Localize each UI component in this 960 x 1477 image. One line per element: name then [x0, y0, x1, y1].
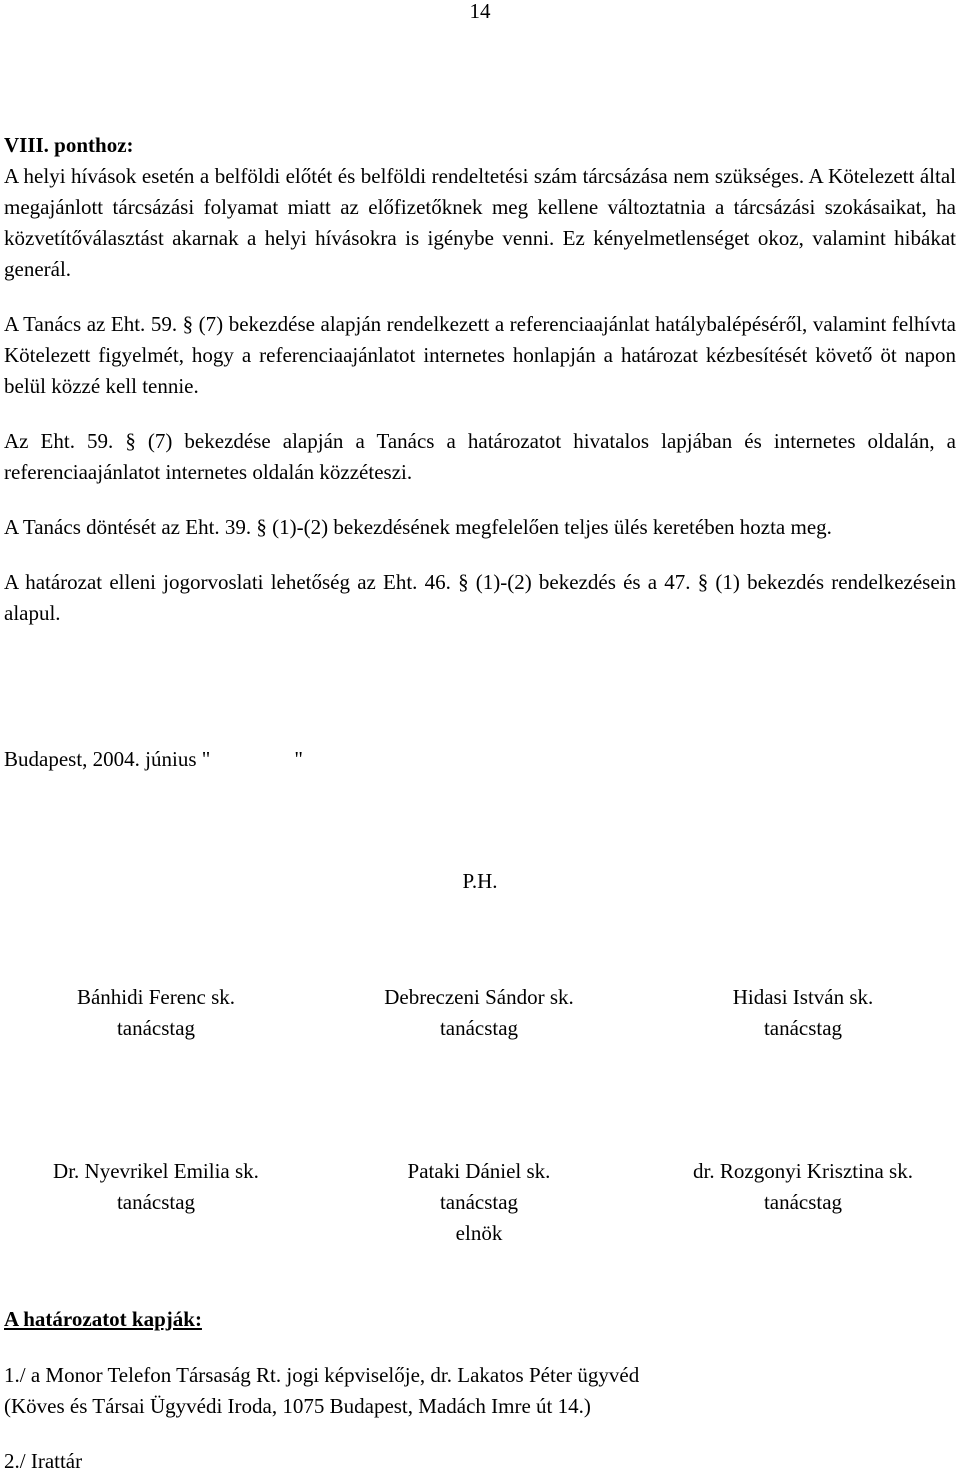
signatory-role: tanácstag — [439, 1016, 519, 1040]
signatory-role: tanácstag — [763, 1016, 843, 1040]
paragraph-reference-offer-effect: A Tanács az Eht. 59. § (7) bekezdése alapján rendelkezett a referenciaajánlat hatálybalépéséről, valamint felhívta Kötelezett figyelmét, hogy a referenciaajánlatot internetes honlapján a határozat kézbesítését követő öt napon belül közzé kell tennie. — [4, 312, 956, 398]
paragraph-dialing: A helyi hívások esetén a belföldi előtét és belföldi rendeltetési szám tárcsázása nem szükséges. A Kötelezett által megajánlott tárcsázási folyamat miatt az előfizetőknek meg kellene változtatnia a tárcsázási szokásaikat, ha közvetítőválasztást akarnak a helyi hívásokra is igénybe venni. Ez kényelmetlenséget okoz, valamint hibákat generál. — [4, 164, 956, 281]
signatory-name: Hidasi István sk. — [732, 985, 874, 1009]
main-content — [4, 130, 956, 629]
seal-placeholder: P.H. — [462, 869, 498, 893]
date-line — [4, 744, 303, 775]
signatory-block — [319, 982, 639, 1044]
recipient-item-1-line-2: (Köves és Társai Ügyvédi Iroda, 1075 Budapest, Madách Imre út 14.) — [4, 1394, 591, 1418]
paragraph-legal-remedy: A határozat elleni jogorvoslati lehetőség az Eht. 46. § (1)-(2) bekezdés és a 47. § (1) bekezdés rendelkezésein alapul. — [4, 570, 956, 625]
signatory-name: dr. Rozgonyi Krisztina sk. — [693, 1159, 913, 1183]
signatory-role: tanácstag — [116, 1190, 196, 1214]
section-heading: VIII. ponthoz: — [4, 133, 134, 157]
date-text: Budapest, 2004. június " — [4, 747, 211, 771]
recipients-list — [4, 1360, 956, 1477]
recipients-heading: A határozatot kapják: — [4, 1307, 202, 1331]
signatory-block — [643, 1156, 960, 1218]
signatory-block — [0, 982, 316, 1044]
recipient-item-1-line-1: 1./ a Monor Telefon Társaság Rt. jogi képviselője, dr. Lakatos Péter ügyvéd — [4, 1363, 640, 1387]
signatory-role: tanácstag — [116, 1016, 196, 1040]
signatory-role: tanácstag — [439, 1190, 519, 1214]
page-number: 14 — [469, 0, 491, 23]
signatory-name: Dr. Nyevrikel Emilia sk. — [53, 1159, 259, 1183]
signatory-block — [0, 1156, 316, 1218]
signatory-role: tanácstag — [763, 1190, 843, 1214]
signatory-name: Bánhidi Ferenc sk. — [76, 985, 236, 1009]
paragraph-publication: Az Eht. 59. § (7) bekezdése alapján a Tanács a határozatot hivatalos lapjában és internetes oldalán, a referenciaajánlatot internetes oldalán közzéteszi. — [4, 429, 956, 484]
signatory-role-secondary: elnök — [455, 1221, 503, 1245]
signatory-block — [319, 1156, 639, 1249]
signatory-name: Pataki Dániel sk. — [407, 1159, 551, 1183]
paragraph-plenary-decision: A Tanács döntését az Eht. 39. § (1)-(2) bekezdésének megfelelően teljes ülés keretében hozta meg. — [4, 515, 832, 539]
signatory-name: Debreczeni Sándor sk. — [384, 985, 574, 1009]
signatory-block — [643, 982, 960, 1044]
date-closing-quote: " — [294, 747, 303, 771]
recipient-item-2: 2./ Irattár — [4, 1449, 83, 1473]
